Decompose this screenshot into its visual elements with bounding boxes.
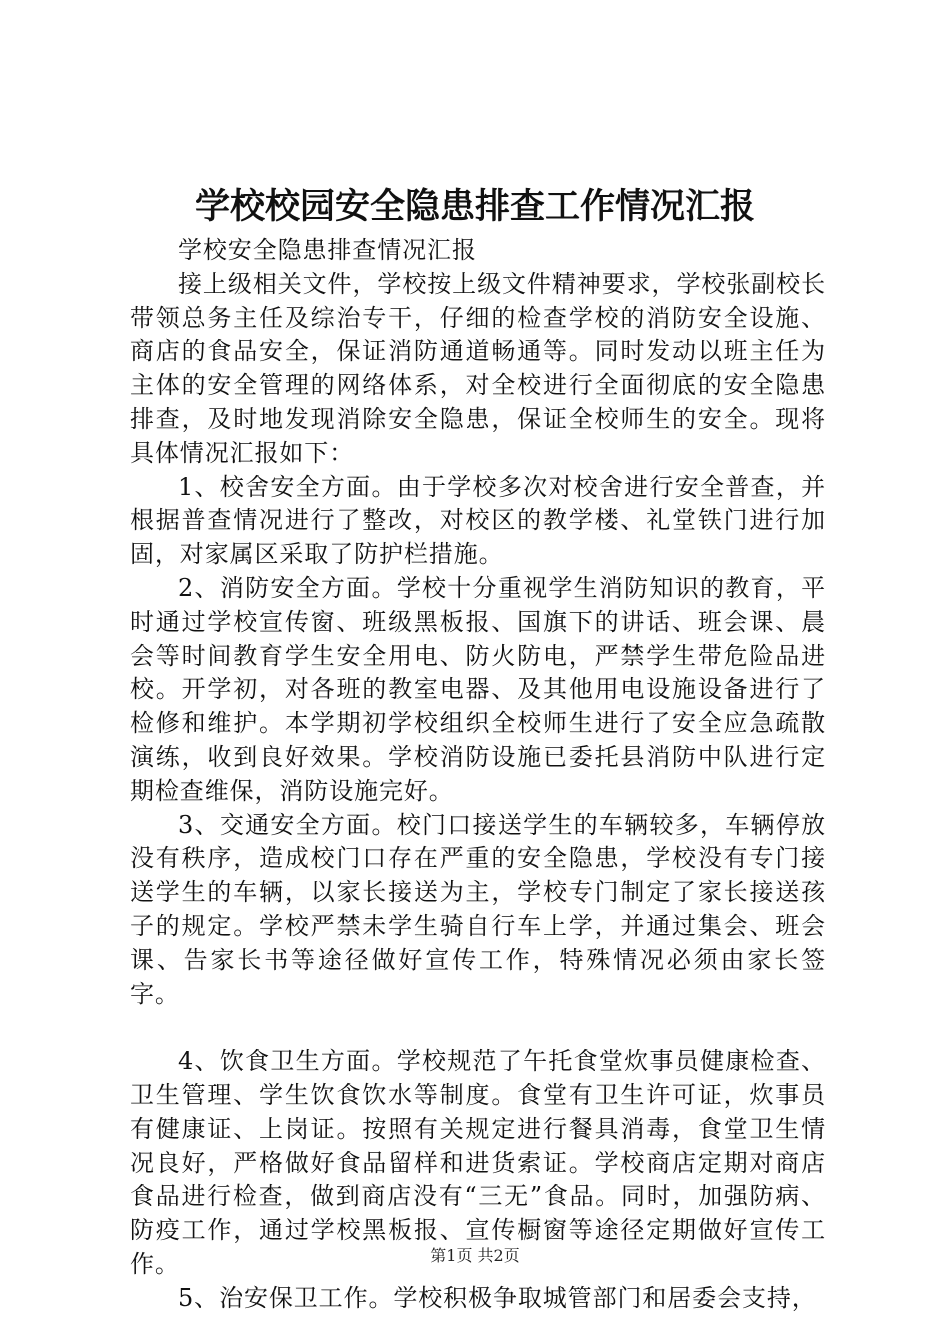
paragraph-4: 4、饮食卫生方面。学校规范了午托食堂炊事员健康检查、卫生管理、学生饮食饮水等制度。食堂有卫生许可证，炊事员有健康证、上岗证。按照有关规定进行餐具消毒，食堂卫生情况良好，严格做好食品留样和进货索证。学校商店定期对商店食品进行检查，做到商店没有“三无”食品。同时，加强防病、防疫工作，通过学校黑板报、宣传橱窗等途径定期做好宣传工作。: [130, 1047, 826, 1278]
paragraph-intro: 接上级相关文件，学校按上级文件精神要求，学校张副校长带领总务主任及综治专干，仔细的检查学校的消防安全设施、商店的食品安全，保证消防通道畅通等。同时发动以班主任为主体的安全管理的网络体系，对全校进行全面彻底的安全隐患排查，及时地发现消除安全隐患，保证全校师生的安全。现将具体情况汇报如下：: [130, 269, 826, 467]
document-title: 学校校园安全隐患排查工作情况汇报: [194, 186, 755, 227]
paragraph-spacer: [130, 1011, 826, 1045]
paragraph-2: 2、消防安全方面。学校十分重视学生消防知识的教育，平时通过学校宣传窗、班级黑板报、国旗下的讲话、班会课、晨会等时间教育学生安全用电、防火防电，严禁学生带危险品进校。开学初，对各班的教室电器、及其他用电设施设备进行了检修和维护。本学期初学校组织全校师生进行了安全应急疏散演练，收到良好效果。学校消防设施已委托县消防中队进行定期检查维保，消防设施完好。: [130, 573, 826, 805]
paragraph-3: 3、交通安全方面。校门口接送学生的车辆较多，车辆停放没有秩序，造成校门口存在严重的安全隐患，学校没有专门接送学生的车辆，以家长接送为主，学校专门制定了家长接送孩子的规定。学校严禁未学生骑自行车上学，并通过集会、班会课、告家长书等途径做好宣传工作，特殊情况必须由家长签字。: [130, 810, 826, 1008]
document-body: [130, 234, 826, 1316]
paragraph-5: 5、治安保卫工作。学校积极争取城管部门和居委会支持，: [178, 1283, 817, 1312]
document-subtitle: 学校安全隐患排查情况汇报: [178, 236, 477, 264]
page-number-footer: 第1页 共2页: [430, 1246, 520, 1265]
paragraph-1: 1、校舍安全方面。由于学校多次对校舍进行安全普查，并根据普查情况进行了整改，对校区的教学楼、礼堂铁门进行加固，对家属区采取了防护栏措施。: [130, 472, 826, 569]
